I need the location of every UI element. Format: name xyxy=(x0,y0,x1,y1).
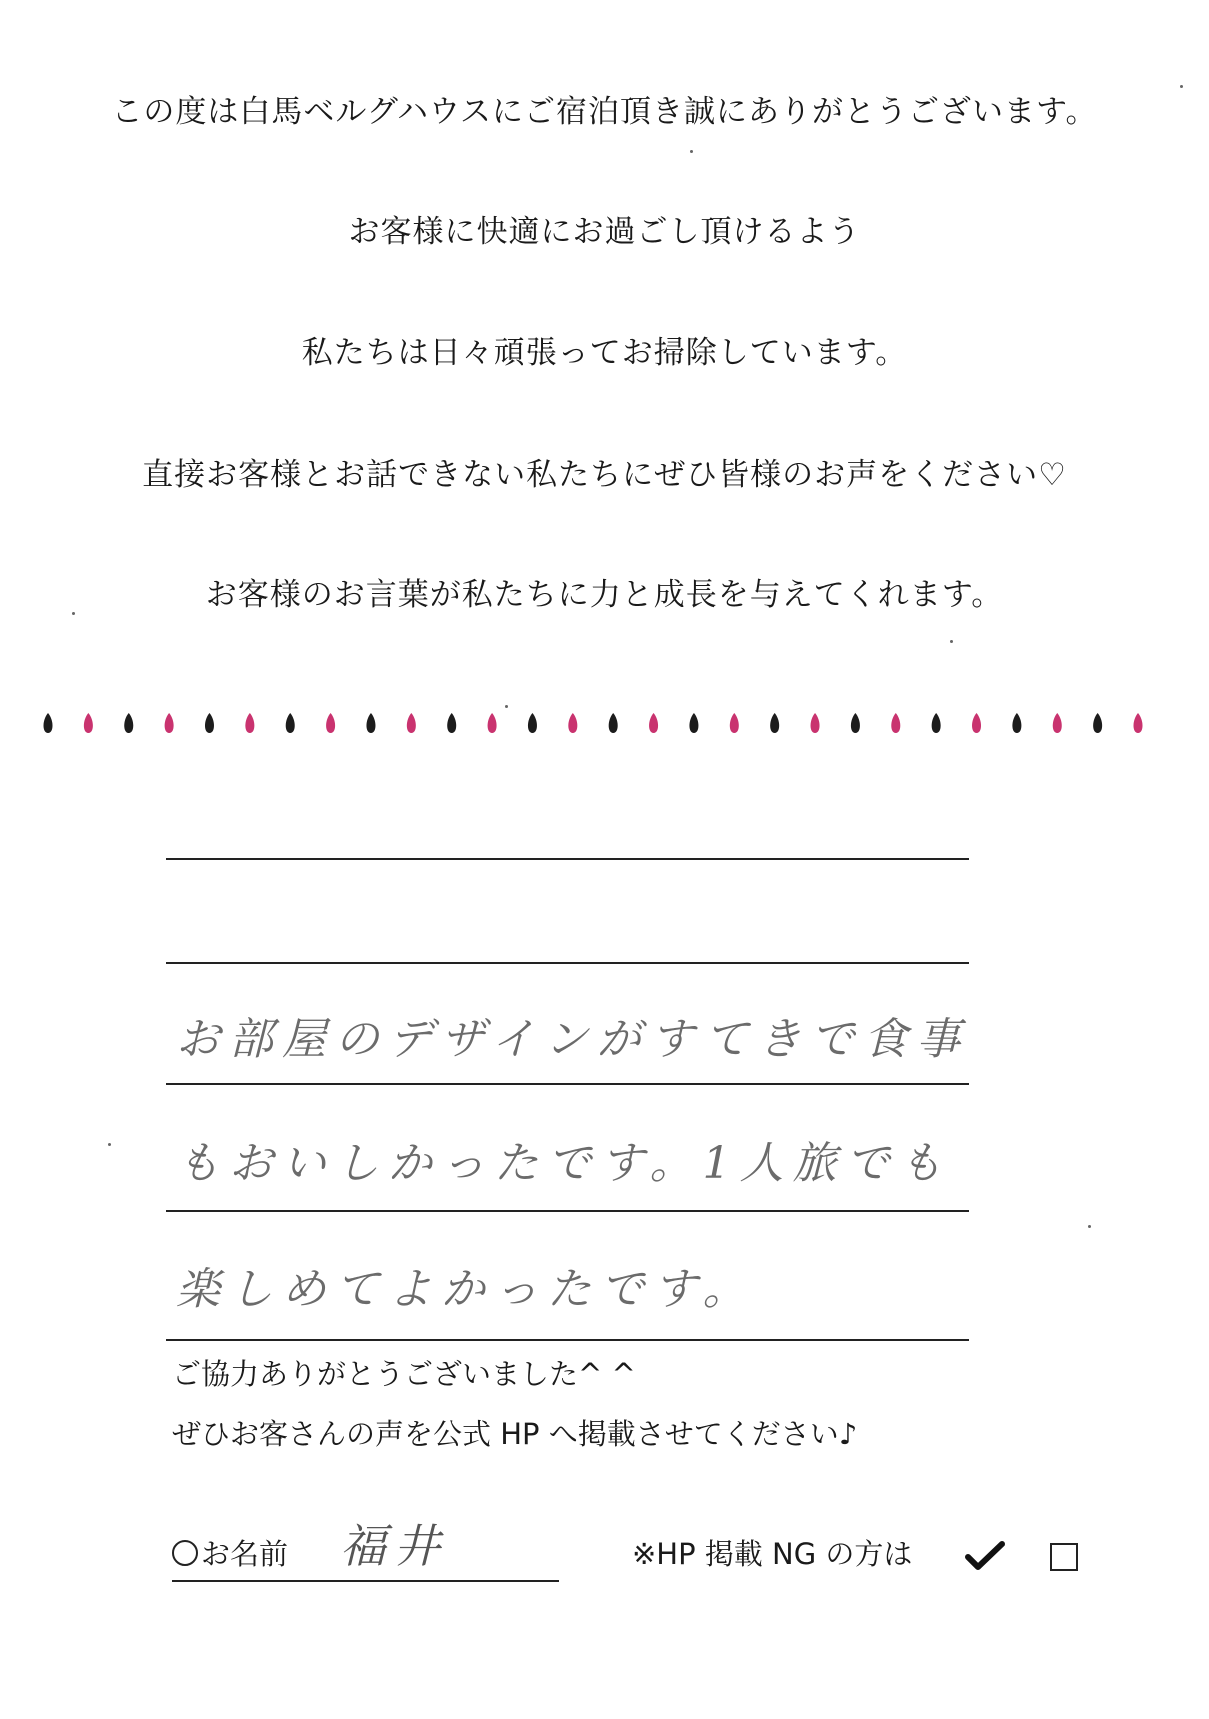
intro-line-3: 私たちは日々頑張ってお掃除しています。 xyxy=(301,335,908,371)
paper-speck xyxy=(1088,1225,1091,1228)
divider-dot xyxy=(245,713,254,733)
name-field-label xyxy=(172,1532,288,1573)
divider-dot xyxy=(205,713,214,733)
divider-dot xyxy=(1012,713,1021,733)
comment-line-4 xyxy=(166,1210,969,1212)
handwritten-comment-1: お部屋のデザインがすてきで食事 xyxy=(176,1014,970,1065)
divider-dot xyxy=(447,713,456,733)
divider-dot xyxy=(84,713,93,733)
comment-line-3 xyxy=(166,1083,969,1085)
divider-dot xyxy=(689,713,698,733)
comment-line-2 xyxy=(166,962,969,964)
divider-dot xyxy=(1053,713,1062,733)
paper-speck xyxy=(950,640,953,643)
divider-dot xyxy=(730,713,739,733)
divider-dot xyxy=(488,713,497,733)
divider-dot xyxy=(972,713,981,733)
divider-dot xyxy=(528,713,537,733)
circle-icon xyxy=(172,1540,198,1566)
intro-line-4: 直接お客様とお話できない私たちにぜひ皆様のお声をください♡ xyxy=(142,457,1067,493)
paper-speck xyxy=(690,150,693,153)
check-icon xyxy=(965,1541,1005,1571)
divider-dot xyxy=(286,713,295,733)
name-label: お名前 xyxy=(201,1537,289,1571)
dot-divider xyxy=(38,712,1148,734)
divider-dot xyxy=(609,713,618,733)
divider-dot xyxy=(568,713,577,733)
divider-dot xyxy=(851,713,860,733)
divider-dot xyxy=(44,713,53,733)
divider-dot xyxy=(811,713,820,733)
hp-ng-label: ※HP 掲載 NG の方は xyxy=(632,1537,913,1571)
intro-line-2: お客様に快適にお過ごし頂けるよう xyxy=(348,214,861,250)
divider-dot xyxy=(124,713,133,733)
intro-line-1: この度は白馬ベルグハウスにご宿泊頂き誠にありがとうございます。 xyxy=(111,94,1098,130)
divider-dot xyxy=(326,713,335,733)
paper-speck xyxy=(1180,85,1183,88)
handwritten-name: 福井 xyxy=(340,1519,448,1573)
divider-dot xyxy=(1093,713,1102,733)
divider-dot xyxy=(932,713,941,733)
paper-speck xyxy=(505,705,508,708)
thanks-text: ご協力ありがとうございました^ ^ xyxy=(172,1357,636,1391)
divider-dot xyxy=(1134,713,1143,733)
divider-dot xyxy=(891,713,900,733)
divider-dot xyxy=(165,713,174,733)
divider-dot xyxy=(649,713,658,733)
publish-request-text: ぜひお客さんの声を公式 HP へ掲載させてください♪ xyxy=(172,1417,858,1451)
comment-line-5 xyxy=(166,1339,969,1341)
hp-ng-checkbox[interactable] xyxy=(1050,1543,1078,1571)
paper-speck xyxy=(108,1143,111,1146)
handwritten-comment-3: 楽しめてよかったです。 xyxy=(176,1264,756,1315)
intro-line-5: お客様のお言葉が私たちに力と成長を与えてくれます。 xyxy=(205,577,1004,613)
divider-dot xyxy=(407,713,416,733)
comment-line-1 xyxy=(166,858,969,860)
handwritten-comment-2: もおいしかったです。1人旅でも xyxy=(176,1138,952,1189)
name-underline xyxy=(172,1580,559,1582)
divider-dot xyxy=(770,713,779,733)
divider-dot xyxy=(366,713,375,733)
paper-speck xyxy=(72,612,75,615)
